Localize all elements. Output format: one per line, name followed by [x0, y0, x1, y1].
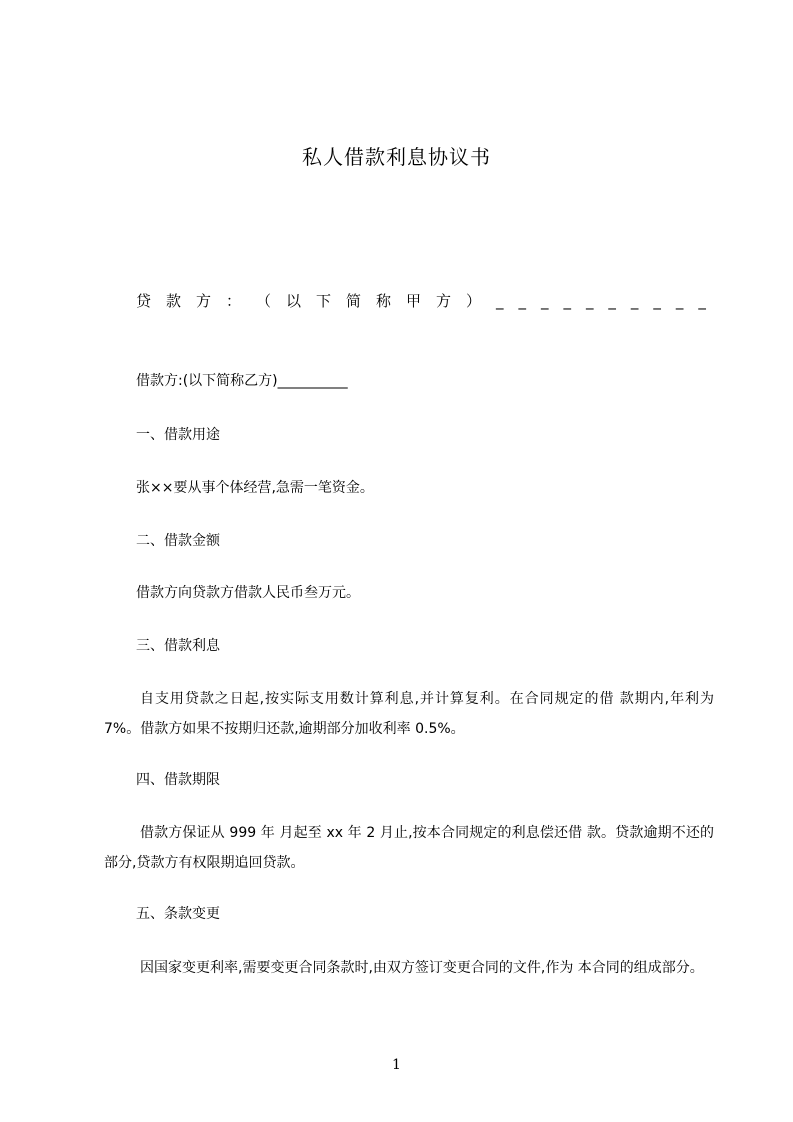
- section-body: 张××要从事个体经营,急需一笔资金。: [136, 480, 374, 496]
- lender-blank: _: [563, 292, 571, 310]
- borrower-line: 借款方:(以下简称乙方)__________: [136, 373, 348, 389]
- document-title: 私人借款利息协议书: [302, 145, 491, 169]
- lender-char: 简: [346, 292, 362, 310]
- lender-char: （: [256, 292, 272, 310]
- section-heading: 三、借款利息: [136, 638, 220, 654]
- section-heading: 四、借款期限: [136, 772, 220, 788]
- lender-char: 下: [316, 292, 332, 310]
- page-number: 1: [392, 1057, 401, 1073]
- lender-char: ：: [226, 292, 242, 310]
- lender-char: 款: [166, 292, 182, 310]
- lender-blank: _: [518, 292, 526, 310]
- section-heading: 二、借款金额: [136, 533, 220, 549]
- lender-char: ）: [466, 292, 482, 310]
- lender-char: 甲: [406, 292, 422, 310]
- lender-blank: _: [540, 292, 549, 310]
- section-heading: 五、条款变更: [136, 906, 220, 922]
- lender-char: 方: [436, 292, 452, 310]
- section-body: 自支用贷款之日起,按实际支用数计算利息,并计算复利。在合同规定的借 款期内,年利为 7%。借款方如果不按期归还款,逾期部分加收利率 0.5%。: [104, 691, 714, 737]
- lender-blank: _: [496, 292, 504, 310]
- lender-blank: _: [653, 292, 661, 310]
- lender-char: 方: [196, 292, 212, 310]
- section-body: 借款方向贷款方借款人民币叁万元。: [136, 585, 360, 601]
- lender-blank: _: [630, 292, 639, 310]
- lender-char: 称: [376, 292, 392, 310]
- section-body: 借款方保证从 999 年 月起至 xx 年 2 月止,按本合同规定的利息偿还借 款。贷款逾期不还的部分,贷款方有权限期追回贷款。: [104, 825, 714, 871]
- lender-char: 以: [286, 292, 302, 310]
- lender-blank: _: [698, 292, 706, 310]
- lender-blank: _: [675, 292, 684, 310]
- lender-blank: _: [585, 292, 594, 310]
- lender-line: [136, 290, 706, 312]
- lender-char: 贷: [136, 292, 152, 310]
- section-heading: 一、借款用途: [136, 427, 220, 443]
- lender-blank: _: [608, 292, 616, 310]
- section-body: 因国家变更利率,需要变更合同条款时,由双方签订变更合同的文件,作为 本合同的组成部分。: [140, 960, 704, 976]
